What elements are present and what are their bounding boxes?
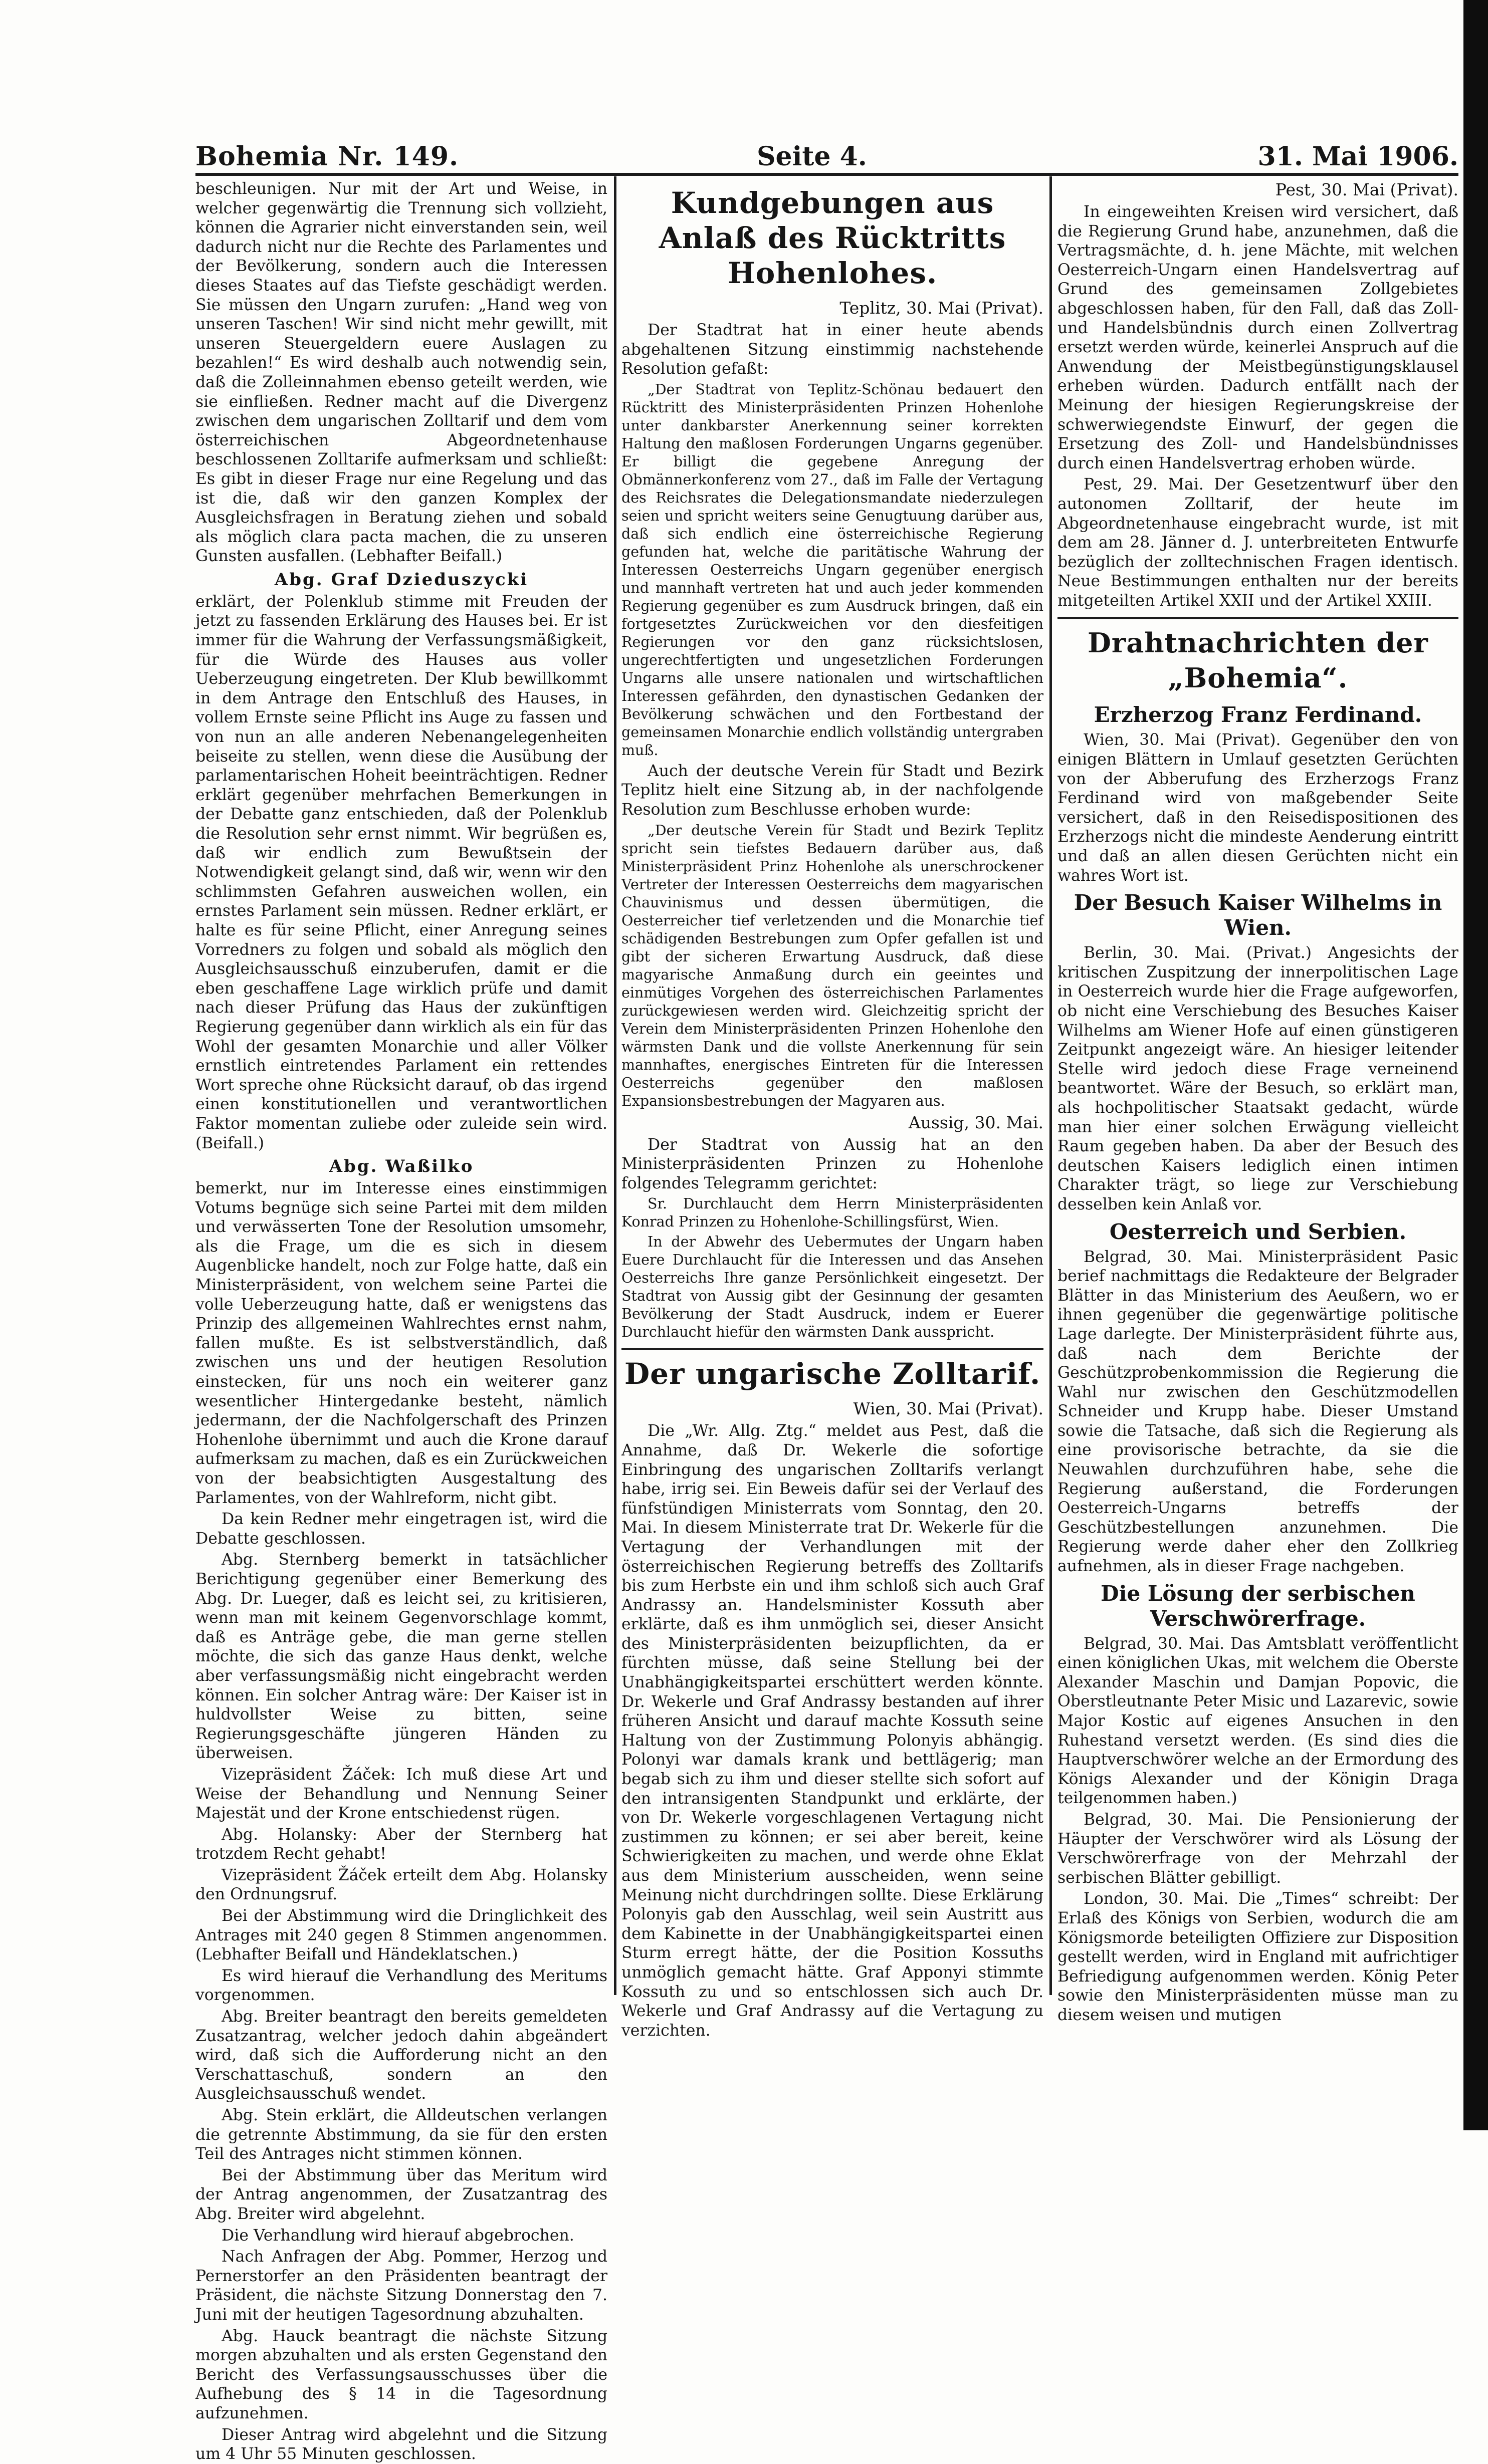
- dateline: Aussig, 30. Mai.: [908, 1112, 1043, 1132]
- quoted-resolution: „Der Stadtrat von Teplitz-Schönau bedauert den Rücktritt des Ministerpräsidenten Prinzen Hohenlohe unter dankbarster Anerkennung seiner korrekten Haltung den maßlosen Forderungen Ungarns gegenüber. Er billigt die gegebene Anregung der Obmännerkonferenz vom 27., daß im Falle der Vertagung des Reichsrates die Delegationsmandate niederzulegen seien und spricht weiters seine Genugtuung darüber aus, daß sich endlich eine österreichische Regierung gefunden hat, welche die paritätische Wahrung der Interessen Oesterreichs Ungarn gegenüber energisch und mannhaft vertreten hat und auch jeder kommenden Regierung gegenüber es zum Ausdruck bringen, daß ein fortgesetztes Zurückweichen vor den diesfeitigen Regierungen vor den ganz rücksichtslosen, ungerechtfertigten und ungesetzlichen Forderungen Ungarns alle unsere nationalen und wirtschaftlichen Interessen gefährden, den dynastischen Gedanken der Bevölkerung schwächen und den Fortbestand der gemeinsamen Monarchie endlich vollständig untergraben muß.: [621, 381, 1043, 759]
- paragraph: Der Stadtrat von Aussig hat an den Ministerpräsidenten Prinzen zu Hohenlohe folgendes Telegramm gerichtet:: [621, 1135, 1043, 1192]
- paragraph: Belgrad, 30. Mai. Das Amtsblatt veröffentlicht einen königlichen Ukas, mit welchem die Oberste Alexander Maschin und Damjan Popovic, die Oberstleutnante Peter Misic und Lazarevic, sowie Major Kostic auf eigenes Ansuchen in den Ruhestand versetzt werden. (Es sind dies die Hauptverschwörer welche an der Ermordung des Königs Alexander und der Königin Draga teilgenommen haben.): [1057, 1634, 1458, 1808]
- column-3: [1057, 179, 1458, 2043]
- telegram-text: In der Abwehr des Uebermutes der Ungarn haben Euere Durchlaucht für die Interessen und das Ansehen Oesterreichs Ihre ganze Persönlichkeit eingesetzt. Der Stadtrat von Aussig gibt der Gesinnung der gesamten Bevölkerung der Stadt Ausdruck, indem er Euerer Durchlaucht hiefür den wärmsten Dank ausspricht.: [621, 1234, 1043, 1341]
- paragraph: Vizepräsident Žáček: Ich muß diese Art und Weise der Behandlung und Nennung Seiner Majestät und der Krone entschiedenst rügen.: [195, 1765, 607, 1823]
- paragraph: beschleunigen. Nur mit der Art und Weise, in welcher gegenwärtig die Trennung sich vollzieht, können die Agrarier nicht einverstanden sein, weil dadurch nicht nur die Rechte des Parlamentes und der Bevölkerung, sondern auch die Interessen dieses Staates auf das Tiefste geschädigt werden. Sie müssen den Ungarn zurufen: „Hand weg von unseren Taschen! Wir sind nicht mehr gewillt, mit unseren Steuergeldern euere Auslagen zu bezahlen!“ Es wird deshalb auch notwendig sein, daß die Zolleinnahmen ebenso geteilt werden, wie sie einfließen. Redner macht auf die Divergenz zwischen dem ungarischen Zolltarif und dem vom österreichischen Abgeordnetenhause beschlossenen Zolltarife aufmerksam und schließt: Es gibt in dieser Frage nur eine Regelung und das ist die, daß wir den ganzen Komplex der Ausgleichsfragen in Beratung ziehen und sobald als möglich clara pacta machen, die zu unseren Gunsten ausfallen. (Lebhafter Beifall.): [195, 180, 607, 566]
- article-title: Der ungarische Zolltarif.: [624, 1357, 1041, 1391]
- dateline: Teplitz, 30. Mai (Privat).: [839, 298, 1043, 318]
- article-title: Kundgebungen aus Anlaß des Rücktritts Hohenlohes.: [659, 186, 1006, 290]
- speaker-heading: Abg. Graf Dzieduszycki: [274, 569, 529, 590]
- paragraph: Abg. Stein erklärt, die Alldeutschen verlangen die getrennte Abstimmung, da sie für den ersten Teil des Antrages nicht stimmen können.: [195, 2106, 607, 2163]
- paragraph: Belgrad, 30. Mai. Ministerpräsident Pasic berief nachmittags die Redakteure der Belgrader Blätter in das Ministerium des Aeußern, wo er ihnen gegenüber die gegenwärtige politische Lage darlegte. Der Ministerpräsident führte aus, daß nach dem Berichte der Geschützprobenkommission die Regierung die Wahl nur zwischen den Geschützmodellen Schneider und Krupp habe. Dieser Umstand sowie die Tatsache, daß sich die Regierung als eine provisorische betrachte, da sie die Neuwahlen durchzuführen habe, sehe die Regierung außerstand, die Forderungen Oesterreich-Ungarns betreffs der Geschützbestellungen anzunehmen. Die Regierung werde daher eher den Zollkrieg aufnehmen, als in dieser Frage nachgeben.: [1057, 1248, 1458, 1576]
- news-heading: Der Besuch Kaiser Wilhelms in Wien.: [1074, 890, 1442, 940]
- column-1: [195, 179, 607, 2463]
- paragraph: Die „Wr. Allg. Ztg.“ meldet aus Pest, daß die Annahme, daß Dr. Wekerle die sofortige Einbringung des ungarischen Zolltarifs verlangt habe, irrig sei. Ein Beweis dafür sei der Verlauf des fünfstündigen Ministerrats vom Sonntag, den 20. Mai. In diesem Ministerrate trat Dr. Wekerle für die Vertagung der Verhandlungen mit der österreichischen Regierung betreffs des Zolltarifs bis zum Herbste ein und ihm schloß sich auch Graf Andrassy an. Handelsminister Kossuth aber erklärte, daß es ihm unmöglich sei, dieser Ansicht des Ministerpräsidenten beizupflichten, da er fürchten müsse, daß seine Stellung bei der Unabhängigkeitspartei erschüttert werden könnte. Dr. Wekerle und Graf Andrassy bestanden auf ihrer früheren Ansicht und darauf machte Kossuth seine Haltung von der Zustimmung Polonyis abhängig. Polonyi war damals krank und bettlägerig; man begab sich zu ihm und dieser stellte sich sofort auf den intransigenten Standpunkt und erklärte, der von Dr. Wekerle vorgeschlagenen Vertagung nicht zustimmen zu können; er sei aber bereit, keine Schwierigkeiten zu machen, und werde ohne Eklat aus dem Ministerium ausscheiden, wenn seine Meinung nicht durchdringen sollte. Diese Erklärung Polonyis gab den Ausschlag, weil sein Austritt aus dem Kabinette in der Unabhängigkeitspartei einen Sturm erregt hätte, der die Position Kossuths unmöglich gemacht hätte. Graf Apponyi stimmte Kossuth zu und so entschlossen sich auch Dr. Wekerle und Graf Andrassy auf die Vertagung zu verzichten.: [621, 1422, 1043, 2040]
- paragraph: Da kein Redner mehr eingetragen ist, wird die Debatte geschlossen.: [195, 1510, 607, 1548]
- paragraph: erklärt, der Polenklub stimme mit Freuden der jetzt zu fassenden Erklärung des Hauses bei. Er ist immer für die Wahrung der Verfassungsmäßigkeit, für die Würde des Hauses aus voller Ueberzeugung eingetreten. Der Klub bewillkommt in dem Antrage den Entschluß des Hauses, in vollem Ernste seine Pflicht ins Auge zu fassen und von nun an alle anderen Nebenangelegenheiten beiseite zu stellen, wenn diese die Ausübung der parlamentarischen Hoheit beeinträchtigen. Redner erklärt gegenüber mehrfachen Bemerkungen in der Debatte ganz entschieden, daß der Polenklub die Resolution sehr ernst nimmt. Wir begrüßen es, daß wir endlich zum Bewußtsein der Notwendigkeit gelangt sind, daß wir, wenn wir den schlimmsten Gefahren ausweichen wollen, ein ernstes Parlament sein müssen. Redner erklärt, er halte es für seine Pflicht, einer Anregung seines Vorredners zu folgen und sobald als möglich den Ausgleichsausschuß einzuberufen, damit er die eben geschaffene Lage wirklich prüfe und damit nach dieser Prüfung das Haus der zukünftigen Regierung gegenüber dann wirklich als ein für das Wohl der gesamten Monarchie und aller Völker ernstlich eintretendes Parlament ein rettendes Wort spreche ohne Rücksicht darauf, ob das irgend einen konstitutionellen und verantwortlichen Faktor momentan zuliebe oder zuleide sein wird. (Beifall.): [195, 592, 607, 1152]
- dateline: Pest, 30. Mai (Privat).: [1275, 180, 1458, 199]
- column-divider-1: [614, 176, 616, 1995]
- paragraph: bemerkt, nur im Interesse eines einstimmigen Votums begnüge sich seine Partei mit dem milden und verwässerten Tone der Resolution umsomehr, als die Frage, um die es sich in diesem Augenblicke handelt, noch zur Folge hatte, daß ein Ministerpräsident, von welchem seine Partei die volle Ueberzeugung hatte, daß er wenigstens das Prinzip des allgemeinen Wahlrechtes ernst nahm, fallen mußte. Es ist selbstverständlich, daß zwischen uns und der heutigen Resolution einstecken, für uns noch ein weiterer ganz wesentlicher Hintergedanke besteht, nämlich jedermann, der die Nachfolgerschaft des Prinzen Hohenlohe übernimmt und auch die Krone darauf aufmerksam zu machen, daß es ein Zurückweichen von der beabsichtigten Ausgestaltung des Parlamentes, von der Wahlreform, nicht gibt.: [195, 1179, 607, 1507]
- paragraph: Belgrad, 30. Mai. Die Pensionierung der Häupter der Verschwörer wird als Lösung der Verschwörerfrage von der Mehrzahl der serbischen Blätter gebilligt.: [1057, 1810, 1458, 1887]
- column-divider-2: [1049, 176, 1052, 1995]
- page-number: Seite 4.: [757, 141, 867, 172]
- paragraph: Bei der Abstimmung über das Meritum wird der Antrag angenommen, der Zusatzantrag des Abg. Breiter wird abgelehnt.: [195, 2166, 607, 2223]
- newspaper-issue: Bohemia Nr. 149.: [195, 141, 459, 172]
- paragraph: Abg. Hauck beantragt die nächste Sitzung morgen abzuhalten und als ersten Gegenstand den Bericht des Verfassungsausschusses über die Aufhebung des § 14 in die Tagesordnung aufzunehmen.: [195, 2327, 607, 2422]
- telegram-address: Sr. Durchlaucht dem Herrn Ministerpräsidenten Konrad Prinzen zu Hohenlohe-Schillingsfürst, Wien.: [621, 1195, 1043, 1230]
- news-heading: Erzherzog Franz Ferdinand.: [1094, 702, 1422, 727]
- section-rule: [1057, 617, 1458, 619]
- paragraph: Wien, 30. Mai (Privat). Gegenüber den von einigen Blättern in Umlauf gesetzten Gerüchten von der Abberufung des Erzherzogs Franz Ferdinand wird von maßgebender Seite versichert, daß in den Reisedispositionen des Erzherzogs nicht die mindeste Aenderung eintritt und daß an allen diesen Gerüchten nicht ein wahres Wort ist.: [1057, 731, 1458, 885]
- quoted-resolution: „Der deutsche Verein für Stadt und Bezirk Teplitz spricht sein tiefstes Bedauern darüber aus, daß Ministerpräsident Prinz Hohenlohe als unerschrockener Vertreter der Interessen Oesterreichs dem magyarischen Chauvinismus und dessen übermütigen, die Oesterreicher tief verletzenden und die Monarchie tief schädigenden Bestrebungen zum Opfer gefallen ist und gibt der sicheren Erwartung Ausdruck, daß diese magyarische Anmaßung durch ein geeintes und einmütiges Vorgehen des österreichischen Parlamentes zurückgewiesen werden wird. Gleichzeitig spricht der Verein dem Ministerpräsidenten Prinzen Hohenlohe den wärmsten Dank und die vollste Anerkennung für sein mannhaftes, energisches Eintreten für die Interessen Oesterreichs gegenüber den maßlosen Expansionsbestrebungen der Magyaren aus.: [621, 822, 1043, 1109]
- paragraph: Der Stadtrat hat in einer heute abends abgehaltenen Sitzung einstimmig nachstehende Resolution gefaßt:: [621, 321, 1043, 378]
- paragraph: London, 30. Mai. Die „Times“ schreibt: Der Erlaß des Königs von Serbien, wodurch die am Königsmorde beteiligten Offiziere zur Disposition gestellt werden, wird in England mit aufrichtiger Befriedigung aufgenommen werden. König Peter sowie den Ministerpräsidenten müsse man zu diesem weisen und mutigen: [1057, 1890, 1458, 2024]
- paragraph: Abg. Holansky: Aber der Sternberg hat trotzdem Recht gehabt!: [195, 1825, 607, 1863]
- paragraph: Die Verhandlung wird hierauf abgebrochen.: [222, 2226, 574, 2245]
- news-heading: Die Lösung der serbischen Verschwörerfrage.: [1101, 1581, 1415, 1631]
- section-rule: [621, 1348, 1043, 1350]
- paragraph: Pest, 29. Mai. Der Gesetzentwurf über den autonomen Zolltarif, der heute im Abgeordnetenhause eingebracht wurde, ist mit dem am 28. Jänner d. J. unterbreiteten Entwurfe bezüglich der zolltechnischen Fragen identisch. Neue Bestimmungen enthalten nur der bereits mitgeteilten Artikel XXII und der Artikel XXIII.: [1057, 475, 1458, 610]
- header-rule: [195, 173, 1458, 176]
- paragraph: Abg. Sternberg bemerkt in tatsächlicher Berichtigung gegenüber einer Bemerkung des Abg. Dr. Lueger, daß es leicht sei, zu kritisieren, wenn man mit keinem Gegenvorschlage kommt, daß es Anträge gebe, die man gerne stellen möchte, die sich das ganze Haus denkt, welche aber verfassungsmäßig nicht eingebracht werden können. Ein solcher Antrag wäre: Der Kaiser ist in huldvollster Weise zu bitten, seine Regierungsgeschäfte jüngeren Händen zu überweisen.: [195, 1551, 607, 1763]
- page-edge: [1463, 0, 1488, 2130]
- column-2: [621, 179, 1043, 2043]
- paragraph: Dieser Antrag wird abgelehnt und die Sitzung um 4 Uhr 55 Minuten geschlossen.: [195, 2425, 607, 2463]
- paragraph: Es wird hierauf die Verhandlung des Meritums vorgenommen.: [195, 1966, 607, 2005]
- paragraph: Nach Anfragen der Abg. Pommer, Herzog und Pernerstorfer an den Präsidenten beantragt der Präsident, die nächste Sitzung Donnerstag den 7. Juni mit der heutigen Tagesordnung abzuhalten.: [195, 2248, 607, 2324]
- paragraph: In eingeweihten Kreisen wird versichert, daß die Regierung Grund habe, anzunehmen, daß die Vertragsmächte, d. h. jene Mächte, mit welchen Oesterreich-Ungarn einen Handelsvertrag auf Grund des gemeinsamen Zollgebietes abgeschlossen haben, für den Fall, daß das Zoll- und Handelsbündnis durch einen Zollvertrag ersetzt werden würde, keinerlei Anspruch auf die Anwendung der Meistbegünstigungsklausel erheben würden. Dadurch entfällt nach der Meinung der hiesigen Regierungskreise der schwerwiegendste Einwurf, der gegen die Ersetzung des Zoll- und Handelsbündnisses durch einen Handelsvertrag erhoben würde.: [1057, 203, 1458, 472]
- news-heading: Oesterreich und Serbien.: [1109, 1219, 1407, 1244]
- paragraph: Vizepräsident Žáček erteilt dem Abg. Holansky den Ordnungsruf.: [195, 1866, 607, 1904]
- paragraph: Bei der Abstimmung wird die Dringlichkeit des Antrages mit 240 gegen 8 Stimmen angenommen. (Lebhafter Beifall und Händeklatschen.): [195, 1907, 607, 1964]
- speaker-heading: Abg. Waßilko: [329, 1156, 474, 1177]
- paragraph: Abg. Breiter beantragt den bereits gemeldeten Zusatzantrag, welcher jedoch dahin abgeändert wird, daß sich die Aufforderung nicht an den Verschattaschuß, sondern an den Ausgleichsausschuß wendet.: [195, 2008, 607, 2103]
- issue-date: 31. Mai 1906.: [1257, 141, 1458, 172]
- paragraph: Auch der deutsche Verein für Stadt und Bezirk Teplitz hielt eine Sitzung ab, in der nachfolgende Resolution zum Beschlusse erhoben wurde:: [621, 762, 1043, 819]
- paragraph: Berlin, 30. Mai. (Privat.) Angesichts der kritischen Zuspitzung der innerpolitischen Lage in Oesterreich wurde hier die Frage aufgeworfen, ob nicht eine Verschiebung des Besuches Kaiser Wilhelms am Wiener Hofe auf einen günstigeren Zeitpunkt angezeigt wäre. An hiesiger leitender Stelle wird jedoch diese Frage verneinend beantwortet. Wäre der Besuch, so erklärt man, als hochpolitischer Staatsakt gedacht, würde man hier einer solchen Erwägung vielleicht Raum gegeben haben. Da aber der Besuch des deutschen Kaisers lediglich einen intimen Charakter trägt, so liege zur Verschiebung desselben kein Anlaß vor.: [1057, 944, 1458, 1213]
- section-title: Drahtnachrichten der „Bohemia“.: [1088, 627, 1428, 694]
- dateline: Wien, 30. Mai (Privat).: [853, 1399, 1043, 1419]
